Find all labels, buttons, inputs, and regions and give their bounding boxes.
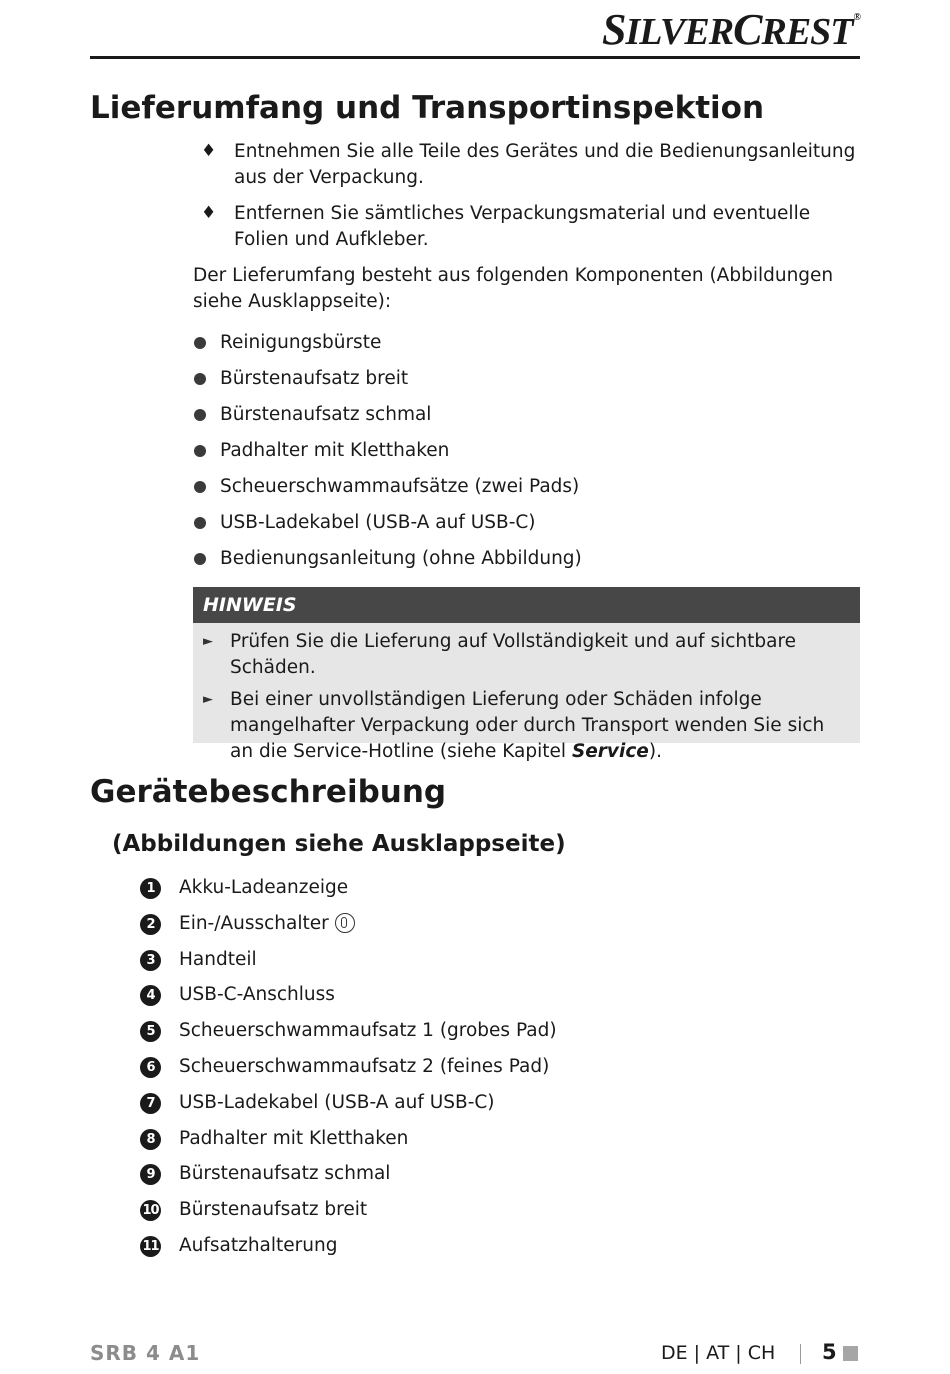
note-item xyxy=(193,687,860,765)
step-text: Entnehmen Sie alle Teile des Gerätes und die Bedienungsanleitung aus der Verpackung. xyxy=(234,141,856,188)
number-badge-icon: 8 xyxy=(140,1129,161,1150)
list-item xyxy=(140,1156,557,1192)
list-item xyxy=(193,469,860,505)
arrow-bullet-icon: ► xyxy=(203,634,213,649)
part-label: Bürstenaufsatz schmal xyxy=(179,1163,391,1185)
hinweis-box xyxy=(193,587,860,762)
note-text-end: ). xyxy=(648,741,662,762)
list-item xyxy=(193,541,860,577)
list-item xyxy=(193,505,860,541)
bullet-dot-icon xyxy=(194,409,206,421)
part-label: Handteil xyxy=(179,948,257,970)
components-intro: Der Lieferumfang besteht aus folgenden Komponenten (Abbildungen siehe Ausklappseite): xyxy=(193,265,834,312)
list-item xyxy=(140,1013,557,1049)
brand-logo: SILVERCREST® xyxy=(601,5,860,54)
page-square-icon xyxy=(843,1346,858,1361)
part-label: USB-C-Anschluss xyxy=(179,984,335,1006)
component-label: Scheuerschwammaufsätze (zwei Pads) xyxy=(220,476,580,497)
header-rule xyxy=(90,56,860,59)
part-label: Aufsatzhalterung xyxy=(179,1234,338,1256)
list-item xyxy=(140,870,557,906)
component-label: USB-Ladekabel (USB-A auf USB-C) xyxy=(220,512,536,533)
part-label: Bürstenaufsatz breit xyxy=(179,1199,368,1221)
list-item xyxy=(140,906,557,942)
number-badge-icon: 7 xyxy=(140,1093,161,1114)
note-text: Prüfen Sie die Lieferung auf Vollständigkeit und auf sichtbare Schäden. xyxy=(230,631,797,678)
registered-mark: ® xyxy=(853,12,860,23)
list-item xyxy=(140,942,557,978)
section-subtitle: (Abbildungen siehe Ausklappseite) xyxy=(112,831,566,857)
list-item xyxy=(193,325,860,361)
number-badge-icon: 2 xyxy=(140,914,161,935)
bullet-dot-icon xyxy=(194,517,206,529)
arrow-bullet-icon: ► xyxy=(203,692,213,707)
component-label: Bedienungsanleitung (ohne Abbildung) xyxy=(220,548,582,569)
number-badge-icon: 9 xyxy=(140,1164,161,1185)
list-item xyxy=(193,397,860,433)
list-item xyxy=(140,1085,557,1121)
bullet-dot-icon xyxy=(194,337,206,349)
component-label: Bürstenaufsatz schmal xyxy=(220,404,432,425)
step-item xyxy=(193,139,860,191)
bullet-dot-icon xyxy=(194,445,206,457)
step-item xyxy=(193,201,860,253)
delivery-content xyxy=(193,139,860,577)
number-badge-icon: 10 xyxy=(140,1200,161,1221)
note-text: Bei einer unvollständigen Lieferung oder Schäden infolge mangelhafter Verpackung oder durch Transport wenden Sie sich an die Service-Hotline (siehe Kapitel xyxy=(230,689,825,762)
parts-list xyxy=(140,870,557,1264)
part-label: USB-Ladekabel (USB-A auf USB-C) xyxy=(179,1091,495,1113)
list-item xyxy=(140,1049,557,1085)
part-label: Ein-/Ausschalter xyxy=(179,912,329,934)
list-item xyxy=(140,1121,557,1157)
bullet-dot-icon xyxy=(194,481,206,493)
diamond-bullet-icon: ♦ xyxy=(201,203,217,223)
list-item xyxy=(140,1192,557,1228)
diamond-bullet-icon: ♦ xyxy=(201,141,217,161)
list-item xyxy=(140,977,557,1013)
part-label: Scheuerschwammaufsatz 2 (feines Pad) xyxy=(179,1055,550,1077)
note-item xyxy=(193,629,860,681)
part-label: Padhalter mit Kletthaken xyxy=(179,1127,409,1149)
list-item xyxy=(140,1228,557,1264)
component-label: Padhalter mit Kletthaken xyxy=(220,440,450,461)
list-item xyxy=(193,433,860,469)
part-label: Scheuerschwammaufsatz 1 (grobes Pad) xyxy=(179,1020,557,1042)
number-badge-icon: 6 xyxy=(140,1057,161,1078)
power-switch-icon xyxy=(335,913,355,933)
number-badge-icon: 1 xyxy=(140,878,161,899)
number-badge-icon: 11 xyxy=(140,1236,161,1257)
number-badge-icon: 3 xyxy=(140,950,161,971)
hinweis-heading: HINWEIS xyxy=(193,587,860,623)
section-title-delivery: Lieferumfang und Transportinspektion xyxy=(90,90,765,126)
bullet-dot-icon xyxy=(194,553,206,565)
page-number: 5 xyxy=(822,1340,837,1364)
component-label: Reinigungsbürste xyxy=(220,332,382,353)
footer-model: SRB 4 A1 xyxy=(90,1341,201,1365)
list-item xyxy=(193,361,860,397)
component-label: Bürstenaufsatz breit xyxy=(220,368,409,389)
part-label: Akku-Ladeanzeige xyxy=(179,877,349,898)
step-text: Entfernen Sie sämtliches Verpackungsmaterial und eventuelle Folien und Aufkleber. xyxy=(234,203,811,250)
bullet-dot-icon xyxy=(194,373,206,385)
number-badge-icon: 5 xyxy=(140,1021,161,1042)
footer-languages: DE | AT | CH xyxy=(661,1342,776,1364)
number-badge-icon: 4 xyxy=(140,985,161,1006)
section-title-description: Gerätebeschreibung xyxy=(90,774,447,810)
service-chapter-ref: Service xyxy=(571,741,649,762)
footer-divider xyxy=(800,1344,801,1364)
components-list xyxy=(193,325,860,577)
